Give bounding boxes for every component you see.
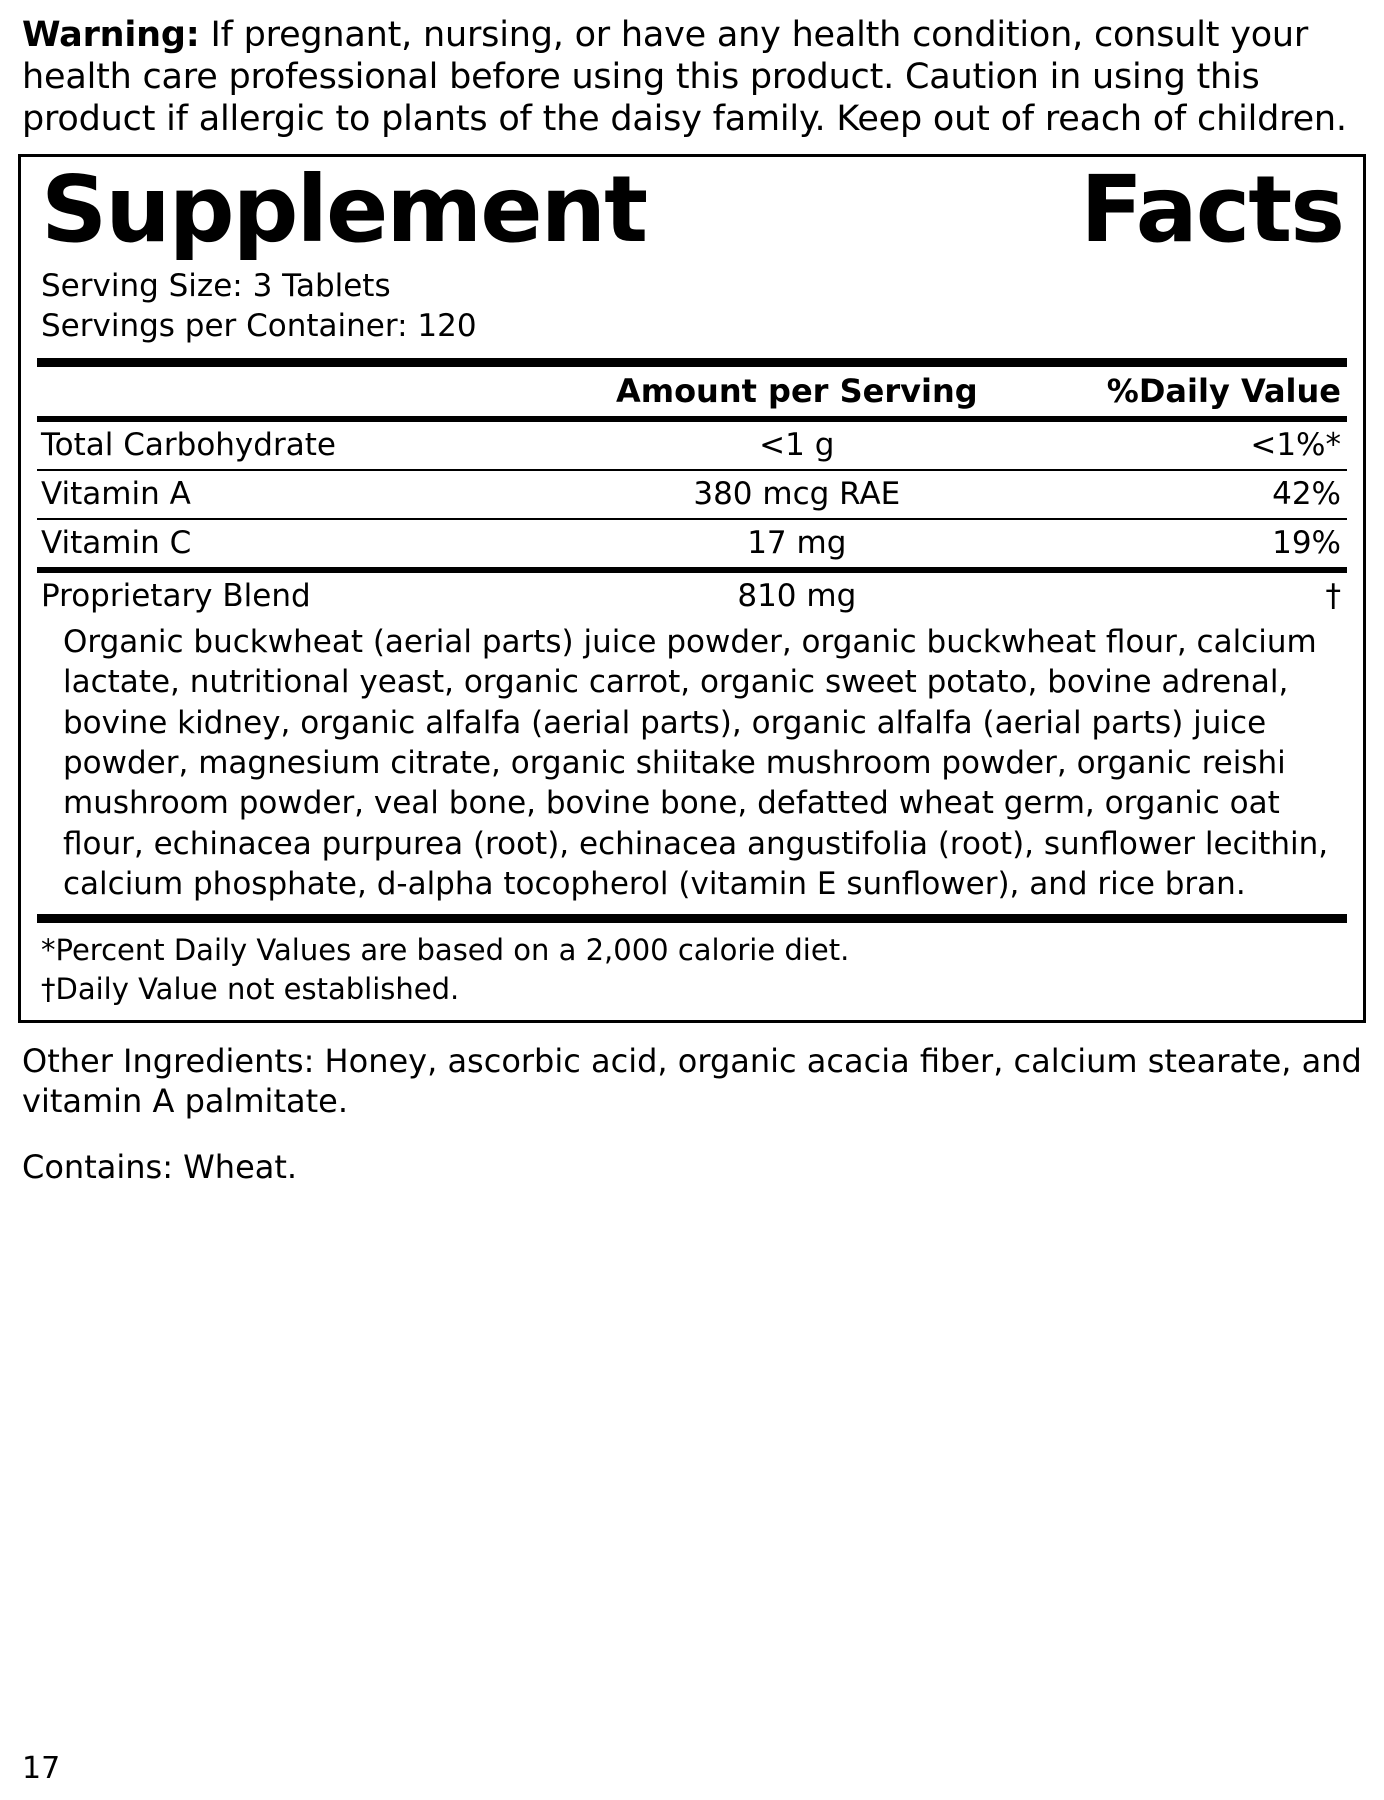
contains-statement: Contains: Wheat.	[22, 1148, 298, 1187]
after-panel-content	[16, 1041, 1368, 1188]
supplement-facts-title-left: Supplement	[41, 156, 647, 263]
serving-size: Serving Size: 3 Tablets	[41, 267, 391, 304]
footnote-percent-daily-value: *Percent Daily Values are based on a 2,000 calorie diet.	[41, 933, 850, 968]
nutrient-daily-value: 19%	[1272, 525, 1341, 562]
nutrient-name: Total Carbohydrate	[37, 422, 535, 470]
table-row	[37, 422, 1347, 470]
table-row	[37, 519, 1347, 567]
nutrition-table	[37, 367, 1347, 416]
footnotes	[37, 923, 1347, 1010]
header-blank	[37, 367, 535, 416]
warning-paragraph	[16, 0, 1368, 140]
supplement-facts-title	[37, 156, 1347, 263]
other-ingredients: Other Ingredients: Honey, ascorbic acid, organic acacia fiber, calcium stearate, and vitamin A palmitate.	[22, 1041, 1362, 1121]
proprietary-blend-table	[37, 573, 1347, 620]
warning-text: If pregnant, nursing, or have any health condition, consult your health care professional before using this product. Caution in using this product if allergic to plants of the daisy family. Keep out of reach of children.	[22, 15, 1347, 139]
blend-amount: 810 mg	[737, 578, 857, 615]
header-daily-value: %Daily Value	[1106, 372, 1341, 411]
nutrient-rows-table	[37, 422, 1347, 567]
nutrient-amount: 380 mcg RAE	[535, 470, 1059, 519]
supplement-facts-title-right: Facts	[1080, 156, 1343, 263]
divider-thick-top	[37, 358, 1347, 367]
nutrient-amount: <1 g	[535, 422, 1059, 470]
table-header-row	[37, 367, 1347, 416]
table-row	[37, 470, 1347, 519]
table-row	[37, 573, 1347, 620]
nutrient-name: Vitamin C	[41, 525, 192, 562]
servings-per-container: Servings per Container: 120	[41, 307, 477, 344]
blend-ingredients: Organic buckwheat (aerial parts) juice powder, organic buckwheat flour, calcium lactate, nutritional yeast, organic carrot, organic sweet potato, bovine adrenal, bovine kidney, organic alfalfa (aerial parts), organic alfalfa (aerial parts) juice powder, magnesium citrate, organic shiitake mushroom powder, organic reishi mushroom powder, veal bone, bovine bone, defatted wheat germ, organic oat flour, echinacea purpurea (root), echinacea angustifolia (root), sunflower lecithin, calcium phosphate, d-alpha tocopherol (vitamin E sunflower), and rice bran.	[63, 624, 1329, 902]
supplement-facts-panel	[18, 154, 1366, 1023]
warning-label: Warning:	[22, 15, 200, 55]
divider-thick-bottom	[37, 914, 1347, 923]
blend-daily-value: †	[1325, 578, 1341, 615]
nutrient-daily-value: 42%	[1059, 470, 1347, 519]
nutrient-daily-value: <1%*	[1059, 422, 1347, 470]
header-amount-per-serving: Amount per Serving	[615, 372, 978, 411]
nutrient-name: Vitamin A	[37, 470, 535, 519]
blend-name: Proprietary Blend	[41, 578, 311, 615]
page-number: 17	[22, 1751, 61, 1786]
nutrient-amount: 17 mg	[747, 525, 847, 562]
footnote-daily-value-not-established: †Daily Value not established.	[41, 971, 460, 1006]
serving-information	[37, 267, 1347, 346]
